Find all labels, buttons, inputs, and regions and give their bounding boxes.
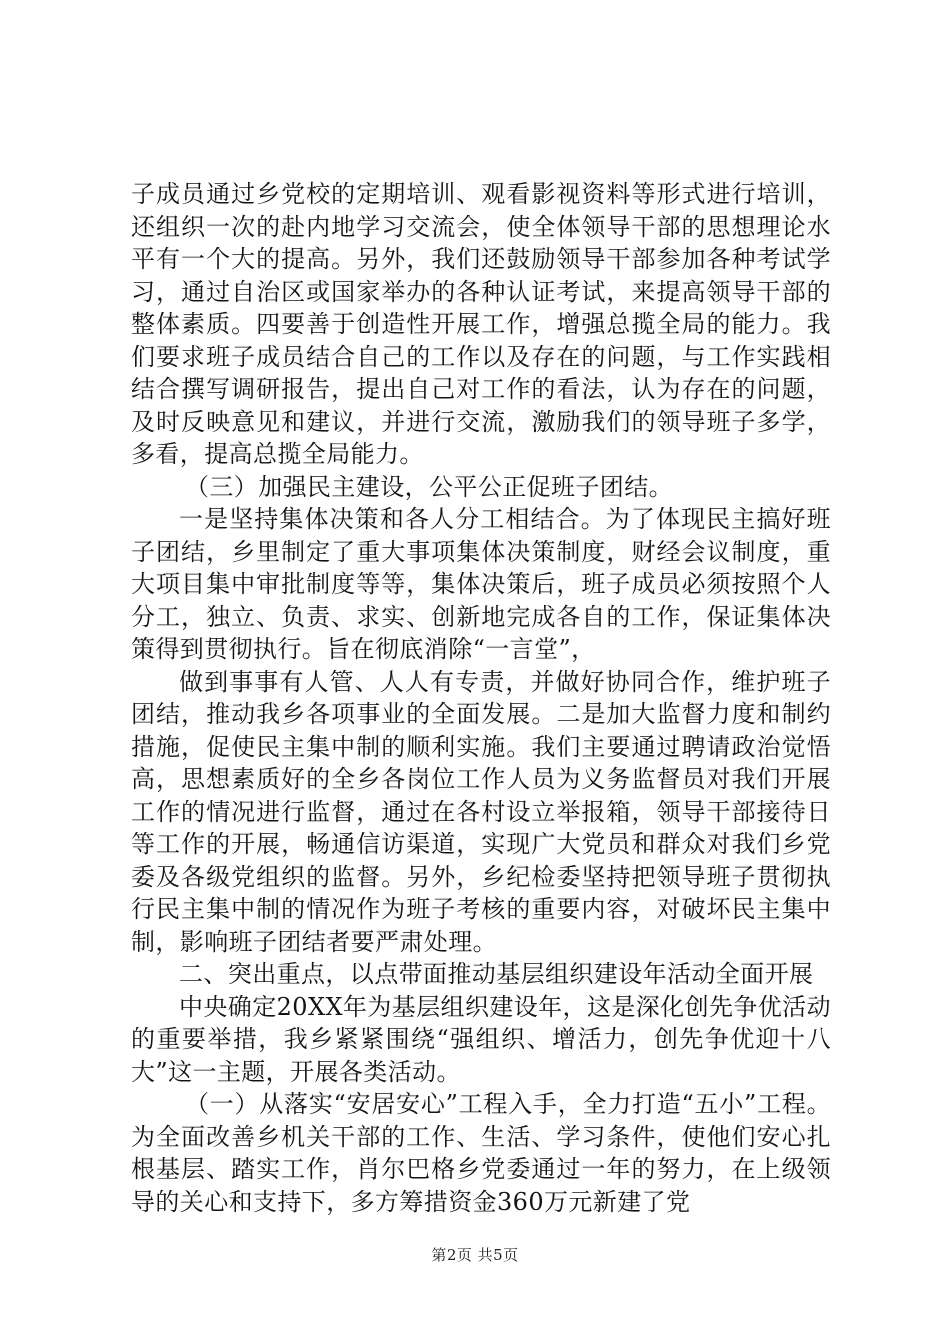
paragraph-4: 中央确定20XX年为基层组织建设年，这是深化创先争优活动的重要举措，我乡紧紧围绕“强组织、增活力，创先争优迎十八大”这一主题，开展各类活动。: [131, 992, 831, 1086]
paragraph-3: 做到事事有人管、人人有专责，并做好协同合作，维护班子团结，推动我乡各项事业的全面发展。二是加大监督力度和制约措施，促使民主集中制的顺利实施。我们主要通过聘请政治觉悟高，思想素质好的全乡各岗位工作人员为义务监督员对我们开展工作的情况进行监督，通过在各村设立举报箱，领导干部接待日等工作的开展，畅通信访渠道，实现广大党员和群众对我们乡党委及各级党组织的监督。另外，乡纪检委坚持把领导班子贯彻执行民主集中制的情况作为班子考核的重要内容，对破坏民主集中制，影响班子团结者要严肃处理。: [131, 667, 831, 956]
section-heading-2: 二、突出重点，以点带面推动基层组织建设年活动全面开展: [179, 960, 814, 988]
paragraph-5: （一）从落实“安居安心”工程入手，全力打造“五小”工程。为全面改善乡机关干部的工作、生活、学习条件，使他们安心扎根基层、踏实工作，肖尔巴格乡党委通过一年的努力，在上级领导的关心和支持下，多方筹措资金360万元新建了党: [131, 1090, 831, 1216]
page-number-footer: 第2页 共5页: [431, 1246, 519, 1264]
paragraph-2: 一是坚持集体决策和各人分工相结合。为了体现民主搞好班子团结，乡里制定了重大事项集体决策制度，财经会议制度，重大项目集中审批制度等等，集体决策后，班子成员必须按照个人分工，独立、负责、求实、创新地完成各自的工作，保证集体决策得到贯彻执行。旨在彻底消除“一言堂”，: [131, 505, 831, 663]
paragraph-1: 子成员通过乡党校的定期培训、观看影视资料等形式进行培训，还组织一次的赴内地学习交流会，使全体领导干部的思想理论水平有一个大的提高。另外，我们还鼓励领导干部参加各种考试学习，通过自治区或国家举办的各种认证考试，来提高领导干部的整体素质。四要善于创造性开展工作，增强总揽全局的能力。我们要求班子成员结合自己的工作以及存在的问题，与工作实践相结合撰写调研报告，提出自己对工作的看法，认为存在的问题，及时反映意见和建议，并进行交流，激励我们的领导班子多学，多看，提高总揽全局能力。: [131, 180, 831, 468]
document-body: [131, 178, 831, 1218]
section-heading-3: （三）加强民主建设，公平公正促班子团结。: [185, 472, 673, 501]
